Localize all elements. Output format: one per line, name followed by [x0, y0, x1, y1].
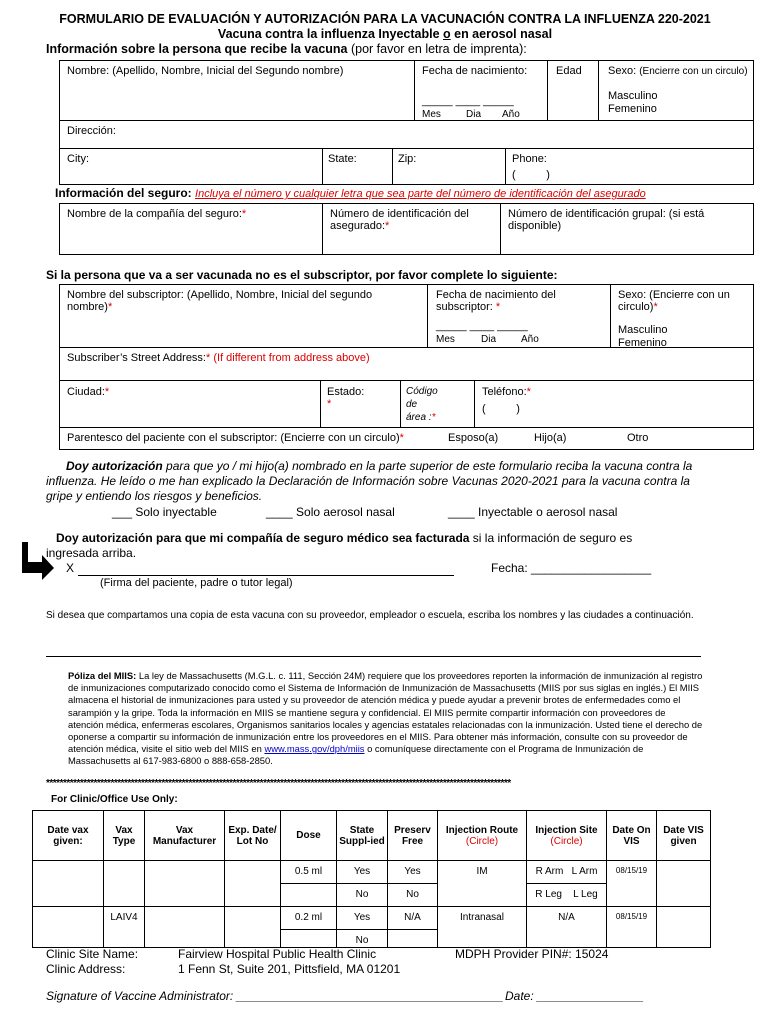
required-mark: *: [431, 412, 436, 423]
required-mark: *: [327, 398, 332, 410]
signature-caption: (Firma del paciente, padre o tutor legal): [100, 577, 293, 589]
cell-vis-given[interactable]: [657, 907, 711, 948]
recipient-edad-field[interactable]: Edad: [556, 65, 582, 77]
insurance-heading-bold: Información del seguro:: [55, 186, 192, 200]
cell-route[interactable]: IM: [438, 861, 527, 907]
street-label: Subscriber’s Street Address:: [67, 352, 206, 364]
clinic-table: [32, 810, 711, 948]
subscriber-street-field[interactable]: [67, 352, 370, 364]
sub-dob-ano-label: Año: [521, 334, 539, 345]
subtitle-part: Vacuna contra la influenza Inyectable: [217, 27, 443, 41]
cell-lot[interactable]: [225, 907, 281, 948]
cell-type[interactable]: [104, 861, 145, 907]
miis-text-end: o comuníquese directamente con el Programa de Inmunización de Massachusetts al 617-983-6800 o 888-658-2850.: [68, 743, 644, 767]
miis-link[interactable]: www.mass.gov/dph/miis: [264, 743, 365, 755]
relation-option-esposo[interactable]: Esposo(a): [448, 432, 499, 444]
arrow-right-icon: [18, 540, 58, 580]
cell-dose: [281, 884, 337, 907]
option-solo-inyectable[interactable]: ___ Solo inyectable: [112, 505, 217, 519]
circle-note: (Circle): [550, 835, 583, 847]
col-dose: Dose: [281, 811, 337, 861]
sub-dob-mes-label: Mes: [436, 334, 455, 345]
col-injection-route: [438, 811, 527, 861]
sub-sexo-option-masculino[interactable]: Masculino: [618, 324, 668, 336]
signature-line[interactable]: [78, 575, 454, 576]
sub-sexo-option-femenino[interactable]: Femenino: [618, 337, 667, 349]
administrator-signature-field[interactable]: Signature of Vaccine Administrator: ________________________________________: [46, 989, 504, 1003]
subscriber-heading: Si la persona que va a ser vacunada no es el subscriptor, por favor complete lo siguiente:: [46, 268, 558, 282]
option-both[interactable]: ____ Inyectable o aerosol nasal: [448, 505, 618, 519]
subscriber-city-field[interactable]: [67, 386, 109, 398]
cell-vis-given[interactable]: [657, 861, 711, 907]
section-recipient-heading: [46, 42, 527, 56]
clinic-site-name: Fairview Hospital Public Health Clinic: [178, 947, 377, 961]
cell-state[interactable]: Yes: [337, 861, 388, 884]
cell-dose: [281, 930, 337, 948]
miis-text: La ley de Massachusetts (M.G.L. c. 111, Sección 24M) requiere que los proveedores reporten la información de inmunización al registro de inmunizaciones computarizado conocido como el Sistema de Información de Inmunización de Massachusetts (MIIS por sus siglas en inglés.) El MIIS almacena el historial de inmunizaciones para usted y su proveedor de atención médica y puede ayudar a prevenir brotes de enfermedades como el sarampión y la gripe. Toda la información en MIIS se mantiene segura y confidencial. El MIIS permite compartir información con proveedores de atención médica, enfermeras escolares, Organismos sanitarios locales y agencias estatales relacionadas con la inmunización. Usted tiene el derecho de oponerse a compartir su información de inmunización entre los proveedores en el MIIS. Para obtener más información, consulte con su proveedor de atención médica, visite el sitio web del MIIS en: [68, 670, 703, 755]
cell-date[interactable]: [33, 861, 104, 907]
relation-option-otro[interactable]: Otro: [627, 432, 649, 444]
clinic-site-name-label: Clinic Site Name:: [46, 947, 139, 961]
cell-manufacturer[interactable]: [145, 861, 225, 907]
subscriber-dob-field[interactable]: [436, 289, 601, 313]
cell-site: N/A: [527, 907, 607, 948]
dob-blanks: _____ ____ _____: [422, 95, 514, 107]
sexo-option-masculino[interactable]: Masculino: [608, 90, 658, 102]
cell-preserv: N/A: [388, 907, 438, 930]
cell-preserv[interactable]: Yes: [388, 861, 438, 884]
cell-state[interactable]: No: [337, 884, 388, 907]
heading-note: (por favor en letra de imprenta):: [347, 42, 527, 56]
form-title: FORMULARIO DE EVALUACIÓN Y AUTORIZACIÓN PARA LA VACUNACIÓN CONTRA LA INFLUENZA 220-2021: [59, 12, 711, 26]
cell-date-vis: 08/15/19: [607, 861, 657, 907]
required-mark: *: [653, 301, 658, 313]
cell-manufacturer[interactable]: [145, 907, 225, 948]
pin-label: MDPH Provider PIN#:: [455, 947, 572, 961]
relation-label: Parentesco del paciente con el subscriptor: (Encierre con un circulo): [67, 432, 400, 444]
recipient-phone-field[interactable]: Phone:: [512, 153, 547, 165]
dob-mes-label: Mes: [422, 109, 441, 120]
provider-pin: [455, 947, 608, 961]
recipient-city-field[interactable]: City:: [67, 153, 89, 165]
col-state-supplied: State Suppl-ied: [337, 811, 388, 861]
sub-dob-dia-label: Dia: [481, 334, 497, 345]
heading-bold: Información sobre la persona que recibe la vacuna: [46, 42, 348, 56]
recipient-address-field[interactable]: Dirección:: [67, 125, 116, 137]
cell-dose: 0.5 ml: [281, 861, 337, 884]
relationship-field[interactable]: [67, 432, 404, 444]
cell-state[interactable]: No: [337, 930, 388, 948]
auth2-text: si la información de seguro es ingresada arriba.: [46, 531, 633, 560]
col-vax-manufacturer: Vax Manufacturer: [145, 811, 225, 861]
clinic-heading: For Clinic/Office Use Only:: [51, 794, 178, 805]
col-date-on-vis: Date On VIS: [607, 811, 657, 861]
id-label: Número de identificación del asegurado:: [330, 208, 469, 232]
insurance-heading-note: Incluya el número y cualquier letra que sea parte del número de identificación del asegurado: [195, 188, 646, 200]
miis-policy: [68, 670, 703, 768]
phone-parens: ( ): [512, 169, 550, 181]
recipient-zip-field[interactable]: Zip:: [398, 153, 417, 165]
col-vax-type: Vax Type: [104, 811, 145, 861]
clinic-header-row: [33, 811, 711, 861]
auth2-bold: Doy autorización para que mi compañía de seguro médico sea facturada: [56, 531, 470, 545]
cell-dose: 0.2 ml: [281, 907, 337, 930]
subtitle-or: o: [443, 27, 451, 41]
miis-bold: Póliza del MIIS:: [68, 670, 137, 681]
route-label: Injection Route: [445, 824, 519, 836]
sexo-label: Sexo:: [608, 65, 637, 77]
required-mark: *: [399, 432, 404, 444]
sexo-option-femenino[interactable]: Femenino: [608, 103, 657, 115]
sexo-note: (Encierre con un circulo): [639, 66, 748, 77]
signature-x-mark: X: [66, 561, 75, 575]
col-preserv-free: Preserv Free: [388, 811, 438, 861]
share-input-line[interactable]: [46, 656, 701, 657]
required-mark: *: [385, 220, 390, 232]
recipient-dob-field[interactable]: Fecha de nacimiento:: [422, 65, 528, 77]
recipient-state-field[interactable]: State:: [328, 153, 357, 165]
required-mark: *: [104, 386, 110, 398]
cell-preserv[interactable]: No: [388, 884, 438, 907]
recipient-name-field[interactable]: Nombre: (Apellido, Nombre, Inicial del Segundo nombre): [67, 65, 344, 77]
relation-option-hijo[interactable]: Hijo(a): [534, 432, 567, 444]
insurance-company-field[interactable]: [67, 208, 246, 220]
subtitle-part: en aerosol nasal: [450, 27, 553, 41]
required-mark: *: [495, 301, 501, 313]
sub-sexo-label: Sexo: (Encierre con un circulo): [618, 289, 730, 313]
codigo-label: Código: [406, 386, 438, 397]
form-subtitle: [0, 27, 770, 41]
subscriber-sexo-field[interactable]: [618, 289, 748, 313]
subscriber-areacode-field[interactable]: [406, 385, 438, 424]
signature-date-field[interactable]: Fecha: __________________: [491, 561, 652, 575]
cell-state[interactable]: Yes: [337, 907, 388, 930]
telefono-label: Teléfono:: [482, 386, 527, 398]
cell-site[interactable]: R Leg L Leg: [527, 884, 607, 907]
cell-lot[interactable]: [225, 861, 281, 907]
share-instructions: Si desea que compartamos una copia de esta vacuna con su proveedor, empleador o escuela, escriba los nombres y las ciudades a continuación.: [46, 610, 694, 621]
table-row: [33, 861, 711, 884]
insurance-group-field[interactable]: Número de identificación grupal: (si está disponible): [508, 208, 705, 232]
cell-route: Intranasal: [438, 907, 527, 948]
subscriber-state-field[interactable]: [327, 386, 364, 410]
clinic-address: 1 Fenn St, Suite 201, Pittsfield, MA 01201: [178, 962, 401, 976]
insurance-heading: [55, 186, 646, 200]
insurance-id-field[interactable]: [330, 208, 490, 232]
option-solo-nasal[interactable]: ____ Solo aerosol nasal: [266, 505, 395, 519]
cell-date[interactable]: [33, 907, 104, 948]
subscriber-dob-label: Fecha de nacimiento del subscriptor:: [436, 289, 556, 313]
cell-date-vis: 08/15/19: [607, 907, 657, 948]
subscriber-dob-blanks: _____ ____ _____: [436, 320, 528, 332]
cell-type: LAIV4: [104, 907, 145, 948]
recipient-box: [59, 60, 754, 185]
clinic-address-label: Clinic Address:: [46, 962, 126, 976]
codigo-label: área :: [406, 412, 432, 423]
required-mark: *: [107, 301, 113, 313]
codigo-label: de: [406, 399, 418, 410]
subscriber-name-field[interactable]: [67, 289, 407, 313]
cell-site[interactable]: R Arm L Arm: [527, 861, 607, 884]
ciudad-label: Ciudad:: [67, 386, 105, 398]
dob-dia-label: Dia: [466, 109, 482, 120]
administrator-date-field[interactable]: Date: ________________: [505, 989, 644, 1003]
col-date-vax: Date vax given:: [33, 811, 104, 861]
pin-value: 15024: [575, 947, 609, 961]
estado-label: Estado:: [327, 386, 365, 398]
required-mark: *: [526, 386, 531, 398]
company-label: Nombre de la compañía del seguro:: [67, 208, 242, 220]
separator-stars: *****************************************************************************************************************************************: [46, 778, 511, 789]
circle-note: (Circle): [465, 835, 499, 847]
auth-text: para que yo / mi hijo(a) nombrado en la parte superior de este formulario reciba la vacuna contra la influenza. He leído o me han explicado la Declaración de Información sobre Vacunas 2020-2021 para la vacuna contra la gripe y entiendo los riesgos y beneficios.: [46, 459, 693, 503]
cell-preserv: [388, 930, 438, 948]
tel-parens: ( ): [482, 403, 520, 415]
subscriber-name-label: Nombre del subscriptor: (Apellido, Nombre, Inicial del segundo nombre): [67, 289, 373, 313]
col-injection-site: [527, 811, 607, 861]
col-exp-date: Exp. Date/ Lot No: [225, 811, 281, 861]
authorization-vaccine-text: [46, 459, 706, 504]
recipient-sexo-field[interactable]: [608, 65, 748, 77]
auth-bold: Doy autorización: [66, 459, 163, 473]
table-row: [33, 907, 711, 930]
street-note: (If different from address above): [213, 352, 370, 364]
authorization-billing-text: [46, 531, 686, 561]
subscriber-phone-field[interactable]: [482, 386, 531, 398]
site-label: Injection Site: [535, 824, 598, 836]
col-date-vis-given: Date VIS given: [657, 811, 711, 861]
dob-ano-label: Año: [502, 109, 520, 120]
required-mark: *: [241, 208, 247, 220]
required-mark: *: [206, 352, 211, 364]
